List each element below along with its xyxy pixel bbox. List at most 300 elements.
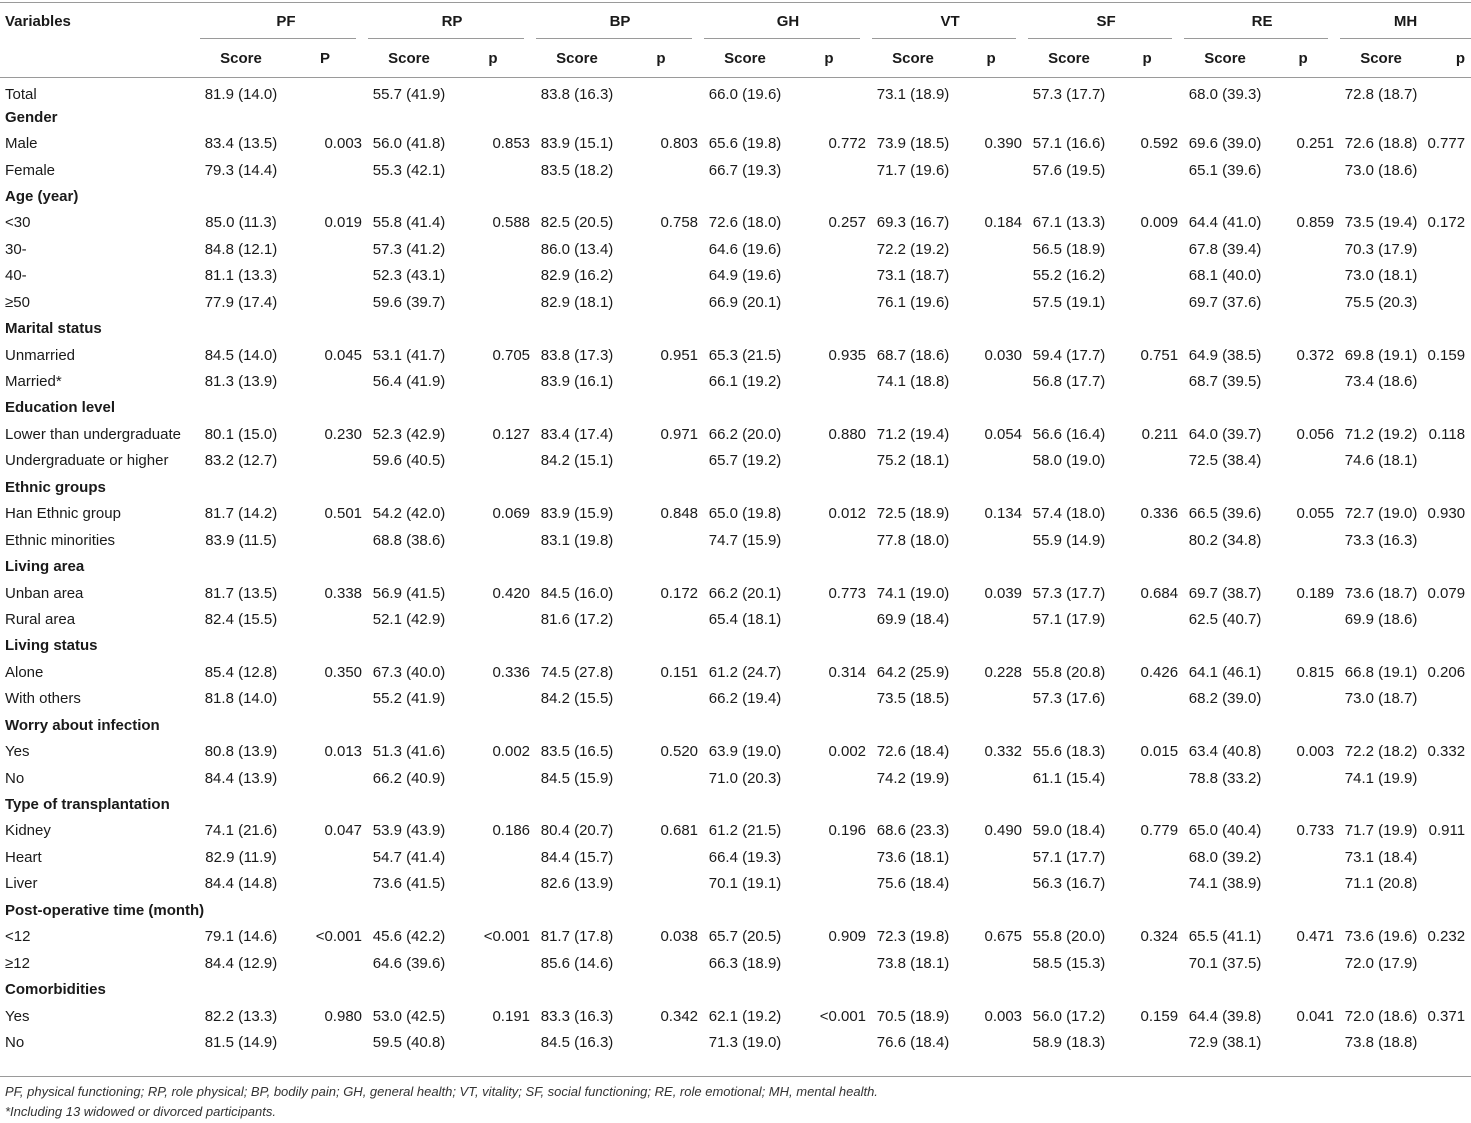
score-cell: 51.3 (41.6) <box>372 743 446 761</box>
table-row <box>0 1029 1471 1055</box>
category-label: Living area <box>5 558 85 576</box>
score-cell: 64.9 (38.5) <box>1188 346 1262 364</box>
score-cell: 65.7 (19.2) <box>708 452 782 470</box>
row-label: Male <box>5 135 38 153</box>
p-value-cell <box>618 765 704 791</box>
p-value-cell <box>1422 527 1471 553</box>
score-cell: 56.4 (41.9) <box>372 373 446 391</box>
group-header-bp: BP <box>536 3 704 39</box>
row-label: ≥12 <box>5 954 30 972</box>
score-cell: 59.0 (18.4) <box>1032 822 1106 840</box>
score-cell: 67.3 (40.0) <box>372 663 446 681</box>
table-row <box>0 368 1471 394</box>
p-value-cell <box>1266 448 1340 474</box>
score-cell: 65.4 (18.1) <box>708 610 782 628</box>
p-value-cell <box>954 289 1028 315</box>
p-value-cell <box>1422 157 1471 183</box>
p-value-cell <box>282 263 368 289</box>
p-value-cell: 0.002 <box>828 743 867 761</box>
p-value-cell <box>786 448 872 474</box>
score-cell: 57.1 (17.9) <box>1032 610 1106 628</box>
score-cell: 72.5 (18.9) <box>876 505 950 523</box>
p-value-cell: 0.045 <box>324 346 363 364</box>
table-bottom-rule <box>0 1076 1471 1077</box>
score-cell: 73.3 (16.3) <box>1344 531 1418 549</box>
p-value-cell <box>1422 289 1471 315</box>
score-cell: 84.4 (12.9) <box>204 954 278 972</box>
score-cell: 68.0 (39.3) <box>1188 86 1262 104</box>
p-value-cell <box>954 157 1028 183</box>
p-value-cell: 0.338 <box>324 584 363 602</box>
table-row <box>0 818 1471 844</box>
score-cell: 83.9 (15.9) <box>540 505 614 523</box>
score-cell: 83.8 (16.3) <box>540 86 614 104</box>
p-value-cell: 0.930 <box>1427 505 1466 523</box>
p-value-cell: 0.332 <box>1427 743 1466 761</box>
score-cell: 83.4 (17.4) <box>540 425 614 443</box>
score-cell: 81.5 (14.9) <box>204 1033 278 1051</box>
p-value-cell <box>954 950 1028 976</box>
score-cell: 84.4 (15.7) <box>540 848 614 866</box>
score-cell: 82.9 (11.9) <box>205 848 277 866</box>
p-value-cell: 0.777 <box>1427 135 1466 153</box>
score-cell: 63.4 (40.8) <box>1188 743 1262 761</box>
category-label: Type of transplantation <box>5 796 170 814</box>
subheader-p: p <box>786 39 872 78</box>
p-value-cell: 0.420 <box>492 584 531 602</box>
p-value-cell: 0.257 <box>828 214 867 232</box>
score-cell: 82.6 (13.9) <box>540 875 614 893</box>
row-label: 40- <box>5 267 27 285</box>
score-cell: 81.8 (14.0) <box>204 690 278 708</box>
row-label: With others <box>5 690 81 708</box>
score-cell: 66.8 (19.1) <box>1344 663 1418 681</box>
subheader-score: Score <box>1184 39 1266 78</box>
p-value-cell: 0.172 <box>1427 214 1466 232</box>
table-row <box>0 924 1471 950</box>
score-cell: 84.2 (15.1) <box>540 452 614 470</box>
category-row <box>0 183 1471 209</box>
score-cell: 57.4 (18.0) <box>1032 505 1106 523</box>
score-cell: 82.2 (13.3) <box>204 1007 278 1025</box>
p-value-cell: 0.251 <box>1296 135 1335 153</box>
table-row <box>0 421 1471 447</box>
score-cell: 72.3 (19.8) <box>876 928 950 946</box>
p-value-cell <box>282 950 368 976</box>
score-cell: 64.0 (39.7) <box>1188 425 1262 443</box>
score-cell: 74.5 (27.8) <box>540 663 614 681</box>
table-row <box>0 765 1471 791</box>
category-label: Worry about infection <box>5 716 160 734</box>
p-value-cell: 0.079 <box>1427 584 1466 602</box>
p-value-cell <box>786 686 872 712</box>
p-value-cell <box>1422 765 1471 791</box>
category-row <box>0 315 1471 341</box>
score-cell: 78.8 (33.2) <box>1188 769 1262 787</box>
p-value-cell <box>1266 606 1340 632</box>
p-value-cell <box>1422 263 1471 289</box>
score-cell: 80.1 (15.0) <box>204 425 278 443</box>
p-value-cell: 0.056 <box>1296 425 1335 443</box>
p-value-cell: 0.336 <box>492 663 531 681</box>
p-value-cell <box>450 236 536 262</box>
score-cell: 82.5 (20.5) <box>540 214 614 232</box>
score-cell: 66.0 (19.6) <box>708 86 782 104</box>
score-cell: 55.2 (16.2) <box>1032 267 1106 285</box>
p-value-cell <box>450 263 536 289</box>
row-label: Unban area <box>5 584 84 602</box>
score-cell: 74.7 (15.9) <box>708 531 782 549</box>
score-cell: 69.9 (18.6) <box>1344 610 1418 628</box>
p-value-cell <box>618 448 704 474</box>
score-cell: 69.3 (16.7) <box>876 214 950 232</box>
score-cell: 73.1 (18.4) <box>1344 848 1418 866</box>
score-cell: 57.5 (19.1) <box>1032 293 1106 311</box>
p-value-cell <box>954 368 1028 394</box>
p-value-cell <box>1266 527 1340 553</box>
score-cell: 70.1 (37.5) <box>1188 954 1262 972</box>
score-cell: 71.1 (20.8) <box>1344 875 1418 893</box>
p-value-cell <box>282 157 368 183</box>
score-cell: 81.1 (13.3) <box>204 267 278 285</box>
p-value-cell: 0.675 <box>984 928 1023 946</box>
p-value-cell: 0.336 <box>1140 505 1179 523</box>
row-label: Total <box>5 86 37 104</box>
score-cell: 84.5 (14.0) <box>204 346 278 364</box>
row-label: <30 <box>5 214 31 232</box>
score-cell: 73.1 (18.7) <box>876 267 950 285</box>
p-value-cell <box>450 157 536 183</box>
score-cell: 66.1 (19.2) <box>708 373 782 391</box>
score-cell: 61.1 (15.4) <box>1032 769 1106 787</box>
score-cell: 71.3 (19.0) <box>708 1033 782 1051</box>
p-value-cell <box>786 263 872 289</box>
p-value-cell: 0.159 <box>1140 1007 1179 1025</box>
p-value-cell: 0.779 <box>1140 822 1179 840</box>
p-value-cell: 0.054 <box>984 425 1023 443</box>
p-value-cell <box>786 527 872 553</box>
score-cell: 66.9 (20.1) <box>708 293 782 311</box>
score-cell: 56.5 (18.9) <box>1032 240 1106 258</box>
p-value-cell <box>954 765 1028 791</box>
score-cell: 65.7 (20.5) <box>708 928 782 946</box>
p-value-cell: 0.501 <box>324 505 363 523</box>
score-cell: 80.8 (13.9) <box>204 743 278 761</box>
score-cell: 81.9 (14.0) <box>204 86 278 104</box>
p-value-cell <box>618 871 704 897</box>
score-cell: 69.9 (18.4) <box>876 610 950 628</box>
p-value-cell: 0.030 <box>984 346 1023 364</box>
p-value-cell <box>786 236 872 262</box>
score-cell: 73.6 (18.7) <box>1344 584 1418 602</box>
row-label: Heart <box>5 848 42 866</box>
p-value-cell <box>1110 1029 1184 1055</box>
p-value-cell <box>618 78 704 104</box>
score-cell: 71.7 (19.6) <box>876 161 950 179</box>
p-value-cell: 0.232 <box>1427 928 1466 946</box>
row-label: Undergraduate or higher <box>5 452 169 470</box>
score-cell: 65.6 (19.8) <box>708 135 782 153</box>
score-cell: 73.6 (19.6) <box>1344 928 1418 946</box>
p-value-cell: 0.211 <box>1141 425 1179 443</box>
score-cell: 84.4 (14.8) <box>204 875 278 893</box>
score-cell: 68.6 (23.3) <box>876 822 950 840</box>
score-cell: 45.6 (42.2) <box>372 928 446 946</box>
p-value-cell <box>282 606 368 632</box>
score-cell: 57.6 (19.5) <box>1032 161 1106 179</box>
score-cell: 65.3 (21.5) <box>708 346 782 364</box>
score-cell: 69.8 (19.1) <box>1344 346 1418 364</box>
p-value-cell <box>282 236 368 262</box>
subheader-score: Score <box>1340 39 1422 78</box>
p-value-cell <box>450 606 536 632</box>
p-value-cell: 0.002 <box>492 743 531 761</box>
p-value-cell: 0.371 <box>1427 1007 1466 1025</box>
p-value-cell <box>786 871 872 897</box>
score-cell: 64.4 (41.0) <box>1188 214 1262 232</box>
p-value-cell <box>450 871 536 897</box>
table-row <box>0 448 1471 474</box>
p-value-cell <box>954 78 1028 104</box>
p-value-cell: 0.705 <box>492 346 531 364</box>
p-value-cell: 0.520 <box>660 743 699 761</box>
p-value-cell <box>282 78 368 104</box>
table-row <box>0 871 1471 897</box>
score-cell: 68.0 (39.2) <box>1188 848 1262 866</box>
score-cell: 84.5 (16.3) <box>540 1033 614 1051</box>
score-cell: 71.2 (19.2) <box>1344 425 1418 443</box>
score-cell: 81.7 (17.8) <box>540 928 614 946</box>
table-row <box>0 78 1471 104</box>
category-row <box>0 104 1471 130</box>
score-cell: 54.7 (41.4) <box>372 848 446 866</box>
p-value-cell: 0.588 <box>492 214 531 232</box>
p-value-cell <box>1110 289 1184 315</box>
p-value-cell <box>954 1029 1028 1055</box>
p-value-cell <box>1266 765 1340 791</box>
p-value-cell <box>1266 263 1340 289</box>
p-value-cell: 0.332 <box>984 743 1023 761</box>
score-cell: 71.0 (20.3) <box>708 769 782 787</box>
score-cell: 67.1 (13.3) <box>1032 214 1106 232</box>
p-value-cell <box>282 289 368 315</box>
score-cell: 57.3 (17.6) <box>1032 690 1106 708</box>
p-value-cell <box>282 686 368 712</box>
p-value-cell: 0.350 <box>324 663 363 681</box>
p-value-cell: 0.009 <box>1140 214 1179 232</box>
p-value-cell <box>1422 236 1471 262</box>
score-cell: 69.7 (37.6) <box>1188 293 1262 311</box>
score-cell: 64.2 (25.9) <box>876 663 950 681</box>
row-label: Unmarried <box>5 346 76 364</box>
p-value-cell <box>1266 686 1340 712</box>
p-value-cell <box>954 871 1028 897</box>
subheader-p: p <box>450 39 536 78</box>
score-cell: 74.1 (18.8) <box>876 373 950 391</box>
row-label: Married* <box>5 373 62 391</box>
score-cell: 72.6 (18.0) <box>708 214 782 232</box>
score-cell: 64.4 (39.8) <box>1188 1007 1262 1025</box>
score-cell: 68.1 (40.0) <box>1188 267 1262 285</box>
score-cell: 71.2 (19.4) <box>876 425 950 443</box>
score-cell: 65.0 (40.4) <box>1188 822 1262 840</box>
group-header-vt: VT <box>872 3 1028 39</box>
p-value-cell: 0.853 <box>492 135 531 153</box>
table-row <box>0 686 1471 712</box>
category-label: Comorbidities <box>5 981 106 999</box>
score-cell: 76.6 (18.4) <box>876 1033 950 1051</box>
category-row <box>0 976 1471 1002</box>
p-value-cell <box>1422 844 1471 870</box>
p-value-cell <box>618 1029 704 1055</box>
p-value-cell: 0.911 <box>1428 822 1466 840</box>
score-cell: 65.5 (41.1) <box>1188 928 1262 946</box>
score-cell: 82.9 (16.2) <box>540 267 614 285</box>
score-cell: 64.9 (19.6) <box>708 267 782 285</box>
p-value-cell: 0.372 <box>1296 346 1335 364</box>
table-row <box>0 289 1471 315</box>
score-cell: 66.2 (20.1) <box>708 584 782 602</box>
score-cell: 55.8 (41.4) <box>372 214 446 232</box>
p-value-cell <box>450 765 536 791</box>
footnote-note: *Including 13 widowed or divorced participants. <box>5 1104 276 1119</box>
p-value-cell: 0.134 <box>984 505 1023 523</box>
p-value-cell: <0.001 <box>819 1007 867 1025</box>
category-row <box>0 553 1471 579</box>
category-label: Gender <box>5 108 58 126</box>
score-cell: 83.3 (16.3) <box>540 1007 614 1025</box>
score-cell: 84.4 (13.9) <box>204 769 278 787</box>
subheader-p: p <box>1266 39 1340 78</box>
table-row <box>0 1003 1471 1029</box>
score-cell: 66.4 (19.3) <box>708 848 782 866</box>
score-cell: 57.1 (16.6) <box>1032 135 1106 153</box>
score-cell: 61.2 (24.7) <box>708 663 782 681</box>
score-cell: 73.5 (19.4) <box>1344 214 1418 232</box>
category-row <box>0 712 1471 738</box>
p-value-cell: 0.935 <box>828 346 867 364</box>
score-cell: 77.9 (17.4) <box>204 293 278 311</box>
p-value-cell <box>786 1029 872 1055</box>
p-value-cell <box>1266 157 1340 183</box>
subheader-score: Score <box>536 39 618 78</box>
score-cell: 55.7 (41.9) <box>372 86 446 104</box>
p-value-cell <box>1266 289 1340 315</box>
score-cell: 76.1 (19.6) <box>876 293 950 311</box>
p-value-cell <box>618 368 704 394</box>
p-value-cell <box>1266 1029 1340 1055</box>
row-label: Yes <box>5 1007 30 1025</box>
score-cell: 73.8 (18.1) <box>876 954 950 972</box>
group-header-mh: MH <box>1340 3 1471 39</box>
p-value-cell <box>1110 871 1184 897</box>
row-label: ≥50 <box>5 293 30 311</box>
p-value-cell <box>1266 871 1340 897</box>
score-cell: 81.3 (13.9) <box>204 373 278 391</box>
score-cell: 57.3 (41.2) <box>372 240 446 258</box>
table-row <box>0 844 1471 870</box>
table-row <box>0 236 1471 262</box>
score-cell: 71.7 (19.9) <box>1344 822 1418 840</box>
p-value-cell: 0.772 <box>828 135 867 153</box>
category-row <box>0 633 1471 659</box>
score-cell: 66.2 (40.9) <box>372 769 446 787</box>
p-value-cell <box>1110 368 1184 394</box>
group-header-re: RE <box>1184 3 1340 39</box>
p-value-cell <box>450 950 536 976</box>
score-cell: 75.5 (20.3) <box>1344 293 1418 311</box>
row-label: No <box>5 1033 25 1051</box>
score-cell: 84.5 (15.9) <box>540 769 614 787</box>
row-label: Ethnic minorities <box>5 531 116 549</box>
group-header-pf: PF <box>200 3 368 39</box>
p-value-cell: 0.012 <box>828 505 867 523</box>
p-value-cell <box>954 236 1028 262</box>
p-value-cell: 0.314 <box>828 663 867 681</box>
p-value-cell: 0.189 <box>1296 584 1335 602</box>
score-cell: 70.3 (17.9) <box>1344 240 1418 258</box>
score-cell: 53.1 (41.7) <box>372 346 446 364</box>
p-value-cell: 0.038 <box>660 928 699 946</box>
score-cell: 64.6 (39.6) <box>372 954 446 972</box>
score-cell: 72.2 (19.2) <box>876 240 950 258</box>
p-value-cell <box>282 765 368 791</box>
score-cell: 56.0 (41.8) <box>372 135 446 153</box>
score-cell: 73.8 (18.8) <box>1344 1033 1418 1051</box>
p-value-cell <box>618 236 704 262</box>
row-label: Rural area <box>5 610 76 628</box>
p-value-cell <box>786 765 872 791</box>
p-value-cell: 0.684 <box>1140 584 1179 602</box>
p-value-cell: 0.980 <box>324 1007 363 1025</box>
p-value-cell <box>618 289 704 315</box>
score-cell: 66.7 (19.3) <box>708 161 782 179</box>
p-value-cell: 0.118 <box>1428 425 1466 443</box>
subheader-p: p <box>1110 39 1184 78</box>
p-value-cell: 0.971 <box>660 425 699 443</box>
score-cell: 53.0 (42.5) <box>372 1007 446 1025</box>
score-cell: 83.1 (19.8) <box>540 531 614 549</box>
score-cell: 64.1 (46.1) <box>1188 663 1262 681</box>
score-cell: 72.5 (38.4) <box>1188 452 1262 470</box>
score-cell: 55.9 (14.9) <box>1032 531 1106 549</box>
variables-header: Variables <box>0 3 200 78</box>
score-cell: 75.2 (18.1) <box>876 452 950 470</box>
score-cell: 52.3 (43.1) <box>372 267 446 285</box>
row-label: Yes <box>5 743 30 761</box>
row-label: Lower than undergraduate <box>5 425 181 443</box>
row-label: Han Ethnic group <box>5 505 121 523</box>
score-cell: 75.6 (18.4) <box>876 875 950 893</box>
category-label: Education level <box>5 399 116 417</box>
score-cell: 83.9 (15.1) <box>540 135 614 153</box>
p-value-cell <box>1110 236 1184 262</box>
p-value-cell <box>954 686 1028 712</box>
p-value-cell <box>618 686 704 712</box>
p-value-cell <box>954 606 1028 632</box>
category-row <box>0 897 1471 923</box>
score-cell: 83.9 (11.5) <box>205 531 277 549</box>
score-cell: 59.6 (40.5) <box>372 452 446 470</box>
score-cell: 80.2 (34.8) <box>1188 531 1262 549</box>
p-value-cell <box>954 448 1028 474</box>
category-row <box>0 474 1471 500</box>
score-cell: 59.6 (39.7) <box>372 293 446 311</box>
p-value-cell <box>1110 950 1184 976</box>
score-cell: 59.5 (40.8) <box>372 1033 446 1051</box>
score-cell: 85.6 (14.6) <box>540 954 614 972</box>
score-cell: 73.1 (18.9) <box>876 86 950 104</box>
